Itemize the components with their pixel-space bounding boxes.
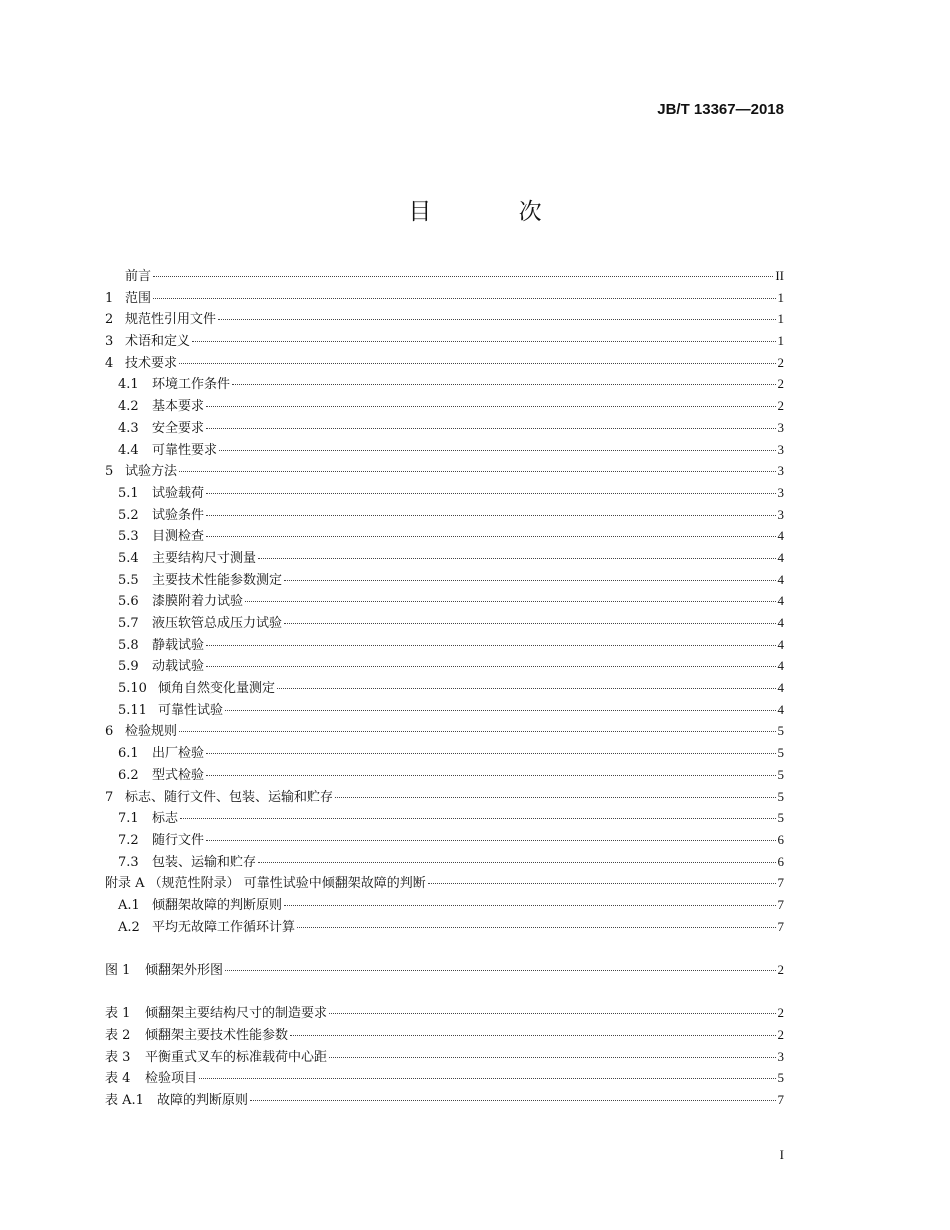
- toc-entry-label: 检验规则: [125, 724, 178, 740]
- toc-entry-page: 2: [777, 1005, 784, 1021]
- toc-entry-label: 试验条件: [152, 507, 205, 523]
- dot-leader: [258, 557, 775, 559]
- toc-entry-label: 主要技术性能参数测定: [152, 572, 283, 588]
- toc-entry-number: 7: [105, 789, 114, 805]
- toc-entry-page: 4: [777, 680, 784, 696]
- toc-entry-page: 2: [777, 354, 784, 370]
- toc-entry-number: 5.2: [118, 507, 139, 523]
- page-number: I: [779, 1147, 784, 1162]
- toc-entry-number: 4.3: [118, 420, 139, 436]
- toc-entry-label: 倾角自然变化量测定: [158, 681, 276, 697]
- toc-entry-number: 4.1: [118, 377, 139, 393]
- toc-entry-label: 基本要求: [152, 399, 205, 415]
- toc-entry[interactable]: [105, 764, 784, 786]
- dot-leader: [232, 383, 775, 385]
- dot-leader: [180, 817, 775, 819]
- dot-leader: [153, 275, 773, 277]
- toc-entry-number: 6: [105, 724, 114, 740]
- toc-entry[interactable]: [105, 1024, 784, 1046]
- toc-entry-label: 静载试验: [152, 637, 205, 653]
- toc-entry[interactable]: [105, 352, 784, 374]
- toc-entry-label: 术语和定义: [125, 334, 191, 350]
- toc-entry-label: 可靠性要求: [152, 442, 218, 458]
- dot-leader: [206, 774, 775, 776]
- toc-entry-label: 可靠性试验: [158, 702, 224, 718]
- dot-leader: [258, 861, 775, 863]
- toc-entry-page: 1: [777, 289, 784, 305]
- toc-entry[interactable]: [105, 395, 784, 417]
- toc-entry-number: 7.2: [118, 832, 139, 848]
- toc-entry-number: 5.10: [118, 681, 147, 697]
- toc-entry-label: 环境工作条件: [152, 377, 231, 393]
- toc-entry[interactable]: [105, 894, 784, 916]
- standard-code: JB/T 13367—2018: [657, 101, 784, 118]
- toc-entry-number: 5.4: [118, 550, 139, 566]
- dot-leader: [206, 665, 775, 667]
- toc-entry-number: 2: [105, 312, 114, 328]
- toc-entry-page: 3: [777, 441, 784, 457]
- toc-entry[interactable]: [105, 1046, 784, 1068]
- toc-entry-label: 液压软管总成压力试验: [152, 616, 283, 631]
- toc-entry-number: 表 3: [105, 1049, 131, 1065]
- toc-entry-page: 5: [777, 810, 784, 826]
- toc-entry-number: 6.2: [118, 767, 139, 783]
- toc-entry[interactable]: [105, 287, 784, 309]
- toc-entry[interactable]: [105, 655, 784, 677]
- dot-leader: [206, 427, 775, 429]
- toc-entry-label: 检验项目: [145, 1071, 198, 1087]
- toc-entry-number: A.2: [118, 919, 140, 935]
- toc-entry-label: 包装、运输和贮存: [152, 854, 257, 870]
- toc-entry-page: 6: [777, 831, 784, 847]
- toc-entry-number: 5.11: [118, 702, 147, 718]
- toc-entry[interactable]: [105, 742, 784, 764]
- toc-entry-page: 3: [777, 463, 784, 479]
- toc-entry-number: 表 4: [105, 1071, 131, 1087]
- toc-entry[interactable]: [105, 308, 784, 330]
- page-title: 目 次: [408, 199, 582, 225]
- dot-leader: [329, 1056, 775, 1058]
- toc-entry[interactable]: [105, 699, 784, 721]
- toc-entry-label: 故障的判断原则: [157, 1093, 249, 1109]
- toc-entry-page: 5: [777, 766, 784, 782]
- toc-entry-page: 2: [777, 1027, 784, 1043]
- dot-leader: [179, 470, 775, 472]
- toc-table-list: [105, 1002, 784, 1110]
- dot-leader: [329, 1012, 775, 1014]
- toc-entry-page: 7: [777, 1092, 784, 1108]
- toc-entry-label: 型式检验: [152, 767, 205, 783]
- toc-entry-label: 出厂检验: [152, 746, 205, 762]
- dot-leader: [335, 796, 775, 798]
- toc-entry-page: 2: [777, 398, 784, 414]
- toc-entry[interactable]: [105, 482, 784, 504]
- toc-entry-number: 表 1: [105, 1006, 131, 1022]
- toc-entry-number: 图 1: [105, 963, 131, 978]
- toc-entry[interactable]: [105, 439, 784, 461]
- toc-entry-page: 4: [777, 571, 784, 587]
- toc-entry-page: 4: [777, 701, 784, 717]
- dot-leader: [206, 535, 775, 537]
- toc-entry-number: 5: [105, 464, 114, 480]
- toc-entry-label: 标志: [152, 811, 179, 827]
- toc-entry[interactable]: [105, 959, 784, 981]
- toc-entry-label: 倾翻架外形图: [145, 963, 224, 978]
- dot-leader: [206, 644, 775, 646]
- toc-entry-page: 5: [777, 788, 784, 804]
- toc-entry-number: 5.9: [118, 659, 139, 675]
- toc-entry-page: 5: [777, 745, 784, 761]
- toc-entry-label: 规范性引用文件: [125, 312, 217, 328]
- dot-leader: [284, 579, 775, 581]
- dot-leader: [192, 340, 775, 342]
- toc-entry-number: 5.1: [118, 485, 139, 501]
- toc-entry[interactable]: [105, 547, 784, 569]
- toc-entry[interactable]: [105, 872, 784, 894]
- dot-leader: [179, 362, 775, 364]
- toc-entry-page: 4: [777, 658, 784, 674]
- toc-entry-number: 4.2: [118, 399, 139, 415]
- toc-entry-label: 附录 A （规范性附录） 可靠性试验中倾翻架故障的判断: [105, 876, 426, 892]
- toc-entry-page: 1: [777, 333, 784, 349]
- toc-entry-label: 倾翻架主要技术性能参数: [145, 1028, 289, 1044]
- toc-entry[interactable]: [105, 330, 784, 352]
- toc-entry[interactable]: [105, 525, 784, 547]
- toc-main-entries: [105, 265, 784, 937]
- toc-entry-label: 试验载荷: [152, 485, 205, 501]
- toc-entry[interactable]: [105, 720, 784, 742]
- toc-entry-page: 2: [777, 376, 784, 392]
- toc-entry-number: 3: [105, 334, 114, 350]
- toc-entry-page: 3: [777, 506, 784, 522]
- toc-entry-page: II: [775, 268, 784, 283]
- dot-leader: [428, 882, 776, 884]
- toc-entry-label: 漆膜附着力试验: [152, 594, 244, 610]
- toc-entry[interactable]: [105, 786, 784, 808]
- toc-entry-number: 5.6: [118, 594, 139, 610]
- toc-entry-label: 平衡重式叉车的标准载荷中心距: [145, 1049, 328, 1065]
- toc-entry-number: 表 A.1: [105, 1093, 144, 1109]
- toc-entry-label: 范围: [125, 290, 152, 306]
- dot-leader: [297, 926, 775, 928]
- toc-entry-page: 4: [777, 549, 784, 565]
- toc-entry-label: 主要结构尺寸测量: [152, 550, 257, 566]
- toc-entry-page: 1: [777, 311, 784, 327]
- toc-entry-page: 4: [777, 528, 784, 544]
- toc-entry-page: 2: [777, 962, 784, 977]
- toc-entry-number: 4: [105, 355, 114, 371]
- dot-leader: [206, 405, 775, 407]
- dot-leader: [219, 449, 775, 451]
- table-of-contents: [105, 265, 784, 1111]
- dot-leader: [179, 730, 775, 732]
- toc-entry-number: 4.4: [118, 442, 139, 458]
- toc-entry-number: 7.3: [118, 854, 139, 870]
- toc-entry[interactable]: [105, 1002, 784, 1024]
- dot-leader: [199, 1077, 775, 1079]
- dot-leader: [218, 318, 775, 320]
- toc-entry-page: 5: [777, 723, 784, 739]
- toc-entry[interactable]: [105, 460, 784, 482]
- dot-leader: [206, 752, 775, 754]
- toc-entry-number: 表 2: [105, 1028, 131, 1044]
- toc-entry-page: 4: [777, 636, 784, 652]
- toc-entry-page: 3: [777, 1048, 784, 1064]
- toc-entry-page: 6: [777, 853, 784, 869]
- toc-entry-page: 7: [777, 875, 784, 891]
- dot-leader: [284, 904, 775, 906]
- toc-entry-label: 平均无故障工作循环计算: [152, 919, 296, 935]
- dot-leader: [225, 709, 775, 711]
- toc-entry[interactable]: [105, 590, 784, 612]
- toc-entry[interactable]: [105, 417, 784, 439]
- toc-entry-label: 倾翻架故障的判断原则: [152, 897, 283, 913]
- toc-entry-number: 6.1: [118, 746, 139, 762]
- toc-entry[interactable]: [105, 829, 784, 851]
- toc-entry[interactable]: [105, 851, 784, 873]
- toc-entry-label: 前言: [125, 269, 152, 284]
- dot-leader: [290, 1034, 775, 1036]
- dot-leader: [277, 687, 775, 689]
- dot-leader: [206, 839, 775, 841]
- toc-entry-number: A.1: [118, 897, 140, 913]
- toc-entry[interactable]: [105, 634, 784, 656]
- dot-leader: [250, 1099, 775, 1101]
- toc-entry[interactable]: [105, 1067, 784, 1089]
- dot-leader: [245, 600, 775, 602]
- toc-entry[interactable]: [105, 504, 784, 526]
- toc-entry-label: 倾翻架主要结构尺寸的制造要求: [145, 1006, 328, 1022]
- toc-entry-number: 5.7: [118, 616, 139, 631]
- toc-entry-page: 3: [777, 419, 784, 435]
- toc-entry-label: 标志、随行文件、包装、运输和贮存: [125, 789, 334, 805]
- toc-entry-page: 3: [777, 484, 784, 500]
- toc-entry[interactable]: [105, 612, 784, 634]
- toc-entry-label: 技术要求: [125, 355, 178, 371]
- dot-leader: [225, 969, 775, 971]
- toc-entry[interactable]: [105, 677, 784, 699]
- toc-entry[interactable]: [105, 916, 784, 938]
- dot-leader: [153, 297, 775, 299]
- toc-entry-page: 5: [777, 1070, 784, 1086]
- toc-entry-page: 7: [777, 896, 784, 912]
- toc-entry[interactable]: [105, 807, 784, 829]
- toc-entry[interactable]: [105, 569, 784, 591]
- toc-entry-label: 动载试验: [152, 659, 205, 675]
- dot-leader: [206, 514, 775, 516]
- toc-entry-number: 5.5: [118, 572, 139, 588]
- toc-entry-number: 5.8: [118, 637, 139, 653]
- dot-leader: [284, 622, 775, 624]
- toc-entry-label: 随行文件: [152, 832, 205, 848]
- toc-entry-page: 7: [777, 918, 784, 934]
- toc-entry-page: 4: [777, 593, 784, 609]
- toc-entry[interactable]: [105, 265, 784, 287]
- toc-entry-number: 7.1: [118, 811, 139, 827]
- toc-entry-number: 1: [105, 290, 114, 306]
- toc-entry-number: 5.3: [118, 529, 139, 545]
- dot-leader: [206, 492, 775, 494]
- toc-entry-label: 安全要求: [152, 420, 205, 436]
- toc-entry[interactable]: [105, 373, 784, 395]
- toc-entry-page: 4: [777, 615, 784, 630]
- toc-figure-list: [105, 959, 784, 981]
- toc-entry-label: 试验方法: [125, 464, 178, 480]
- toc-entry[interactable]: [105, 1089, 784, 1111]
- toc-entry-label: 目测检查: [152, 529, 205, 545]
